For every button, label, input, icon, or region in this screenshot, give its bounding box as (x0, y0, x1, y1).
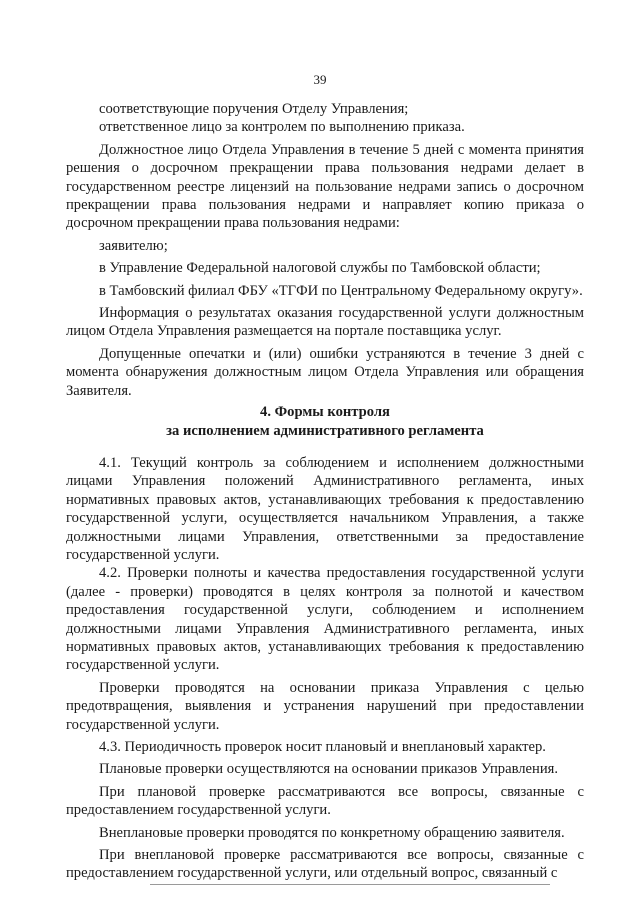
paragraph: в Управление Федеральной налоговой службы по Тамбовской области; (99, 260, 541, 277)
paragraph: заявителю; (99, 237, 168, 254)
paragraph: При внеплановой проверке рассматриваются все вопросы, связанные с предоставлением государственной услуги, или отдельный вопрос, связанный с (66, 847, 584, 882)
paragraph: Информация о результатах оказания государственной услуги должностным лицом Отдела Управления размещается на портале поставщика услуг. (66, 305, 584, 340)
section-heading-line-1: 4. Формы контроля (260, 404, 390, 421)
paragraph: ответственное лицо за контролем по выполнению приказа. (99, 119, 465, 136)
paragraphs-top (66, 100, 584, 400)
paragraph: Плановые проверки осуществляются на основании приказов Управления. (99, 761, 559, 778)
paragraph: соответствующие поручения Отделу Управления; (99, 101, 409, 117)
paragraph: Допущенные опечатки и (или) ошибки устраняются в течение 3 дней с момента обнаружения должностным лицом Отдела Управления или обращения Заявителя. (66, 345, 584, 399)
page-number: 39 (313, 72, 327, 87)
section-heading (66, 403, 584, 440)
paragraph: в Тамбовский филиал ФБУ «ТГФИ по Центральному Федеральному округу». (99, 282, 583, 299)
paragraph: Должностное лицо Отдела Управления в течение 5 дней с момента принятия решения о досрочном прекращении права пользования недрами делает в государственном реестре лицензий на пользование недрами запись о досрочном прекращении права пользования недрами и направляет копию приказа о досрочном прекращении права пользования недрами: (66, 141, 584, 232)
footer-divider (150, 884, 550, 885)
paragraph: Проверки проводятся на основании приказа Управления с целью предотвращения, выявления и устранения нарушений при предоставлении государственной услуги. (66, 679, 584, 733)
paragraph: 4.3. Периодичность проверок носит плановый и внеплановый характер. (99, 739, 546, 755)
document-body (66, 100, 584, 883)
paragraph: 4.2. Проверки полноты и качества предоставления государственной услуги (далее - проверки) проводятся в целях контроля за полнотой и качеством предоставления государственной услуги, соблюдением и исполнением должностными лицами Управления Административного регламента, иных нормативных правовых актов, устанавливающих требования к предоставлению государственной услуги. (66, 565, 584, 674)
paragraph: При плановой проверке рассматриваются все вопросы, связанные с предоставлением государственной услуги. (66, 783, 584, 819)
section-heading-line-2: за исполнением административного регламента (166, 422, 484, 439)
paragraph: Внеплановые проверки проводятся по конкретному обращению заявителя. (99, 824, 565, 841)
paragraphs-bottom (66, 454, 584, 883)
paragraph: 4.1. Текущий контроль за соблюдением и исполнением должностными лицами Управления положений Административного регламента, иных нормативных правовых актов, устанавливающих требования к предоставлению государственной услуги, осуществляется начальником Управления, а также должностными лицами Управления, ответственными за предоставление государственной услуги. (66, 454, 584, 563)
